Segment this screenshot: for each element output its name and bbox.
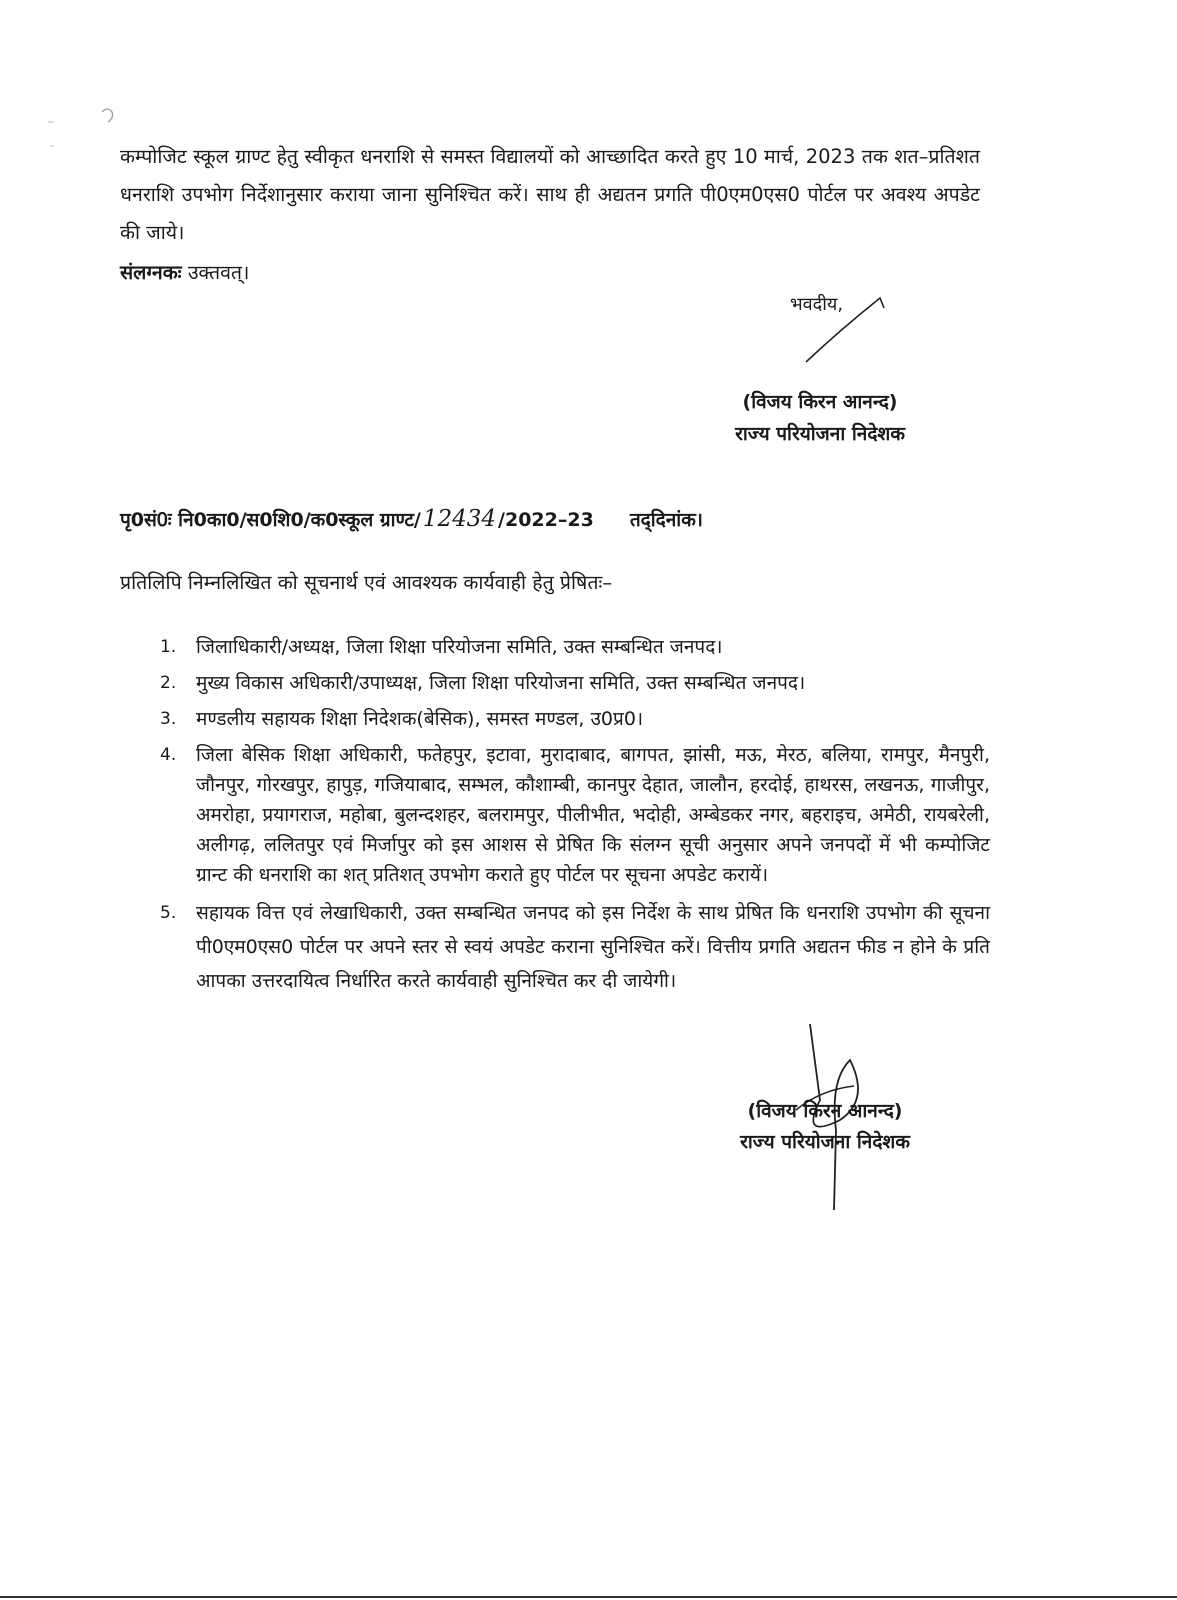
signatory-name: (विजय किरन आनन्द) [742, 391, 898, 413]
page-edge-line [0, 1596, 1177, 1598]
list-item-text: जिला बेसिक शिक्षा अधिकारी, फतेहपुर, इटावा, मुरादाबाद, बागपत, झांसी, मऊ, मेरठ, बलिया, रामपुर, मैनपुरी, जौनपुर, गोरखपुर, हापुड़, गजियाबाद, सम्भल, कौशाम्बी, कानपुर देहात, जालौन, हरदोई, हाथरस, लखनऊ, गाजीपुर, अमरोहा, प्रयागराज, महोबा, बुलन्दशहर, बलरामपुर, पीलीभीत, भदोही, अम्बेडकर नगर, बहराइच, अमेठी, रायबरेली, अलीगढ़, ललितपुर एवं मिर्जापुर को इस आशस से प्रेषित कि संलग्न सूची अनुसार अपने जनपदों में भी कम्पोजिट ग्रान्ट की धनराशि का शत् प्रतिशत् उपभोग कराते हुए पोर्टल पर सूचना अपडेट करायें। [196, 744, 990, 886]
list-item-number: 1. [160, 637, 177, 657]
reference-handwritten-number: 12434 [422, 506, 497, 532]
list-item [160, 704, 990, 734]
copy-recipient-list [160, 632, 990, 1004]
list-item-number: 4. [160, 745, 177, 765]
reference-suffix: /2022–23 [498, 509, 594, 531]
list-item-number: 5. [160, 903, 177, 923]
reference-line [120, 506, 703, 532]
list-item-text: मण्डलीय सहायक शिक्षा निदेशक(बेसिक), समस्त मण्डल, उ0प्र0। [196, 708, 644, 730]
list-item [160, 896, 990, 998]
list-item-text: सहायक वित्त एवं लेखाधिकारी, उक्त सम्बन्धित जनपद को इस निर्देश के साथ प्रेषित कि धनराशि उपभोग की सूचना पी0एम0एस0 पोर्टल पर अपने स्तर से स्वयं अपडेट कराना सुनिश्चित करें। वित्तीय प्रगति अद्यतन फीड न होने के प्रति आपका उत्तरदायित्व निर्धारित करते कार्यवाही सुनिश्चित कर दी जायेगी। [196, 902, 990, 992]
list-item-text: मुख्य विकास अधिकारी/उपाध्यक्ष, जिला शिक्षा परियोजना समिति, उक्त सम्बन्धित जनपद। [196, 672, 806, 694]
enclosure-line [120, 258, 249, 285]
list-item-text: जिलाधिकारी/अध्यक्ष, जिला शिक्षा परियोजना समिति, उक्त सम्बन्धित जनपद। [196, 636, 723, 658]
list-item [160, 668, 990, 698]
copy-intro: प्रतिलिपि निम्नलिखित को सूचनार्थ एवं आवश्यक कार्यवाही हेतु प्रेषितः– [120, 571, 613, 594]
reference-prefix: पृ0सं0ः नि0का0/स0शि0/क0स्कूल ग्राण्ट/ [120, 509, 421, 531]
list-item-number: 3. [160, 709, 177, 729]
closing-salutation: भवदीय, [790, 294, 844, 315]
signatory-designation: राज्य परियोजना निदेशक [735, 423, 905, 445]
signatory-designation-copy: राज्य परियोजना निदेशक [740, 1131, 910, 1153]
list-item [160, 740, 990, 890]
intro-paragraph: कम्पोजिट स्कूल ग्राण्ट हेतु स्वीकृत धनराशि से समस्त विद्यालयों को आच्छादित करते हुए 10 मार्च, 2023 तक शत–प्रतिशत धनराशि उपभोग निर्देशानुसार कराया जाना सुनिश्चित करें। साथ ही अद्यतन प्रगति पी0एम0एस0 पोर्टल पर अवश्य अपडेट की जाये। [120, 144, 980, 244]
list-item-number: 2. [160, 673, 177, 693]
signatory-name-copy: (विजय किरन आनन्द) [747, 1100, 903, 1122]
enclosure-label: संलग्नकः [120, 261, 182, 284]
list-item [160, 632, 990, 662]
reference-date: तद्‌दिनांक। [629, 509, 704, 531]
scan-mark [40, 100, 120, 170]
enclosure-value: उक्तवत्। [181, 261, 250, 284]
signature-stroke [800, 290, 900, 370]
